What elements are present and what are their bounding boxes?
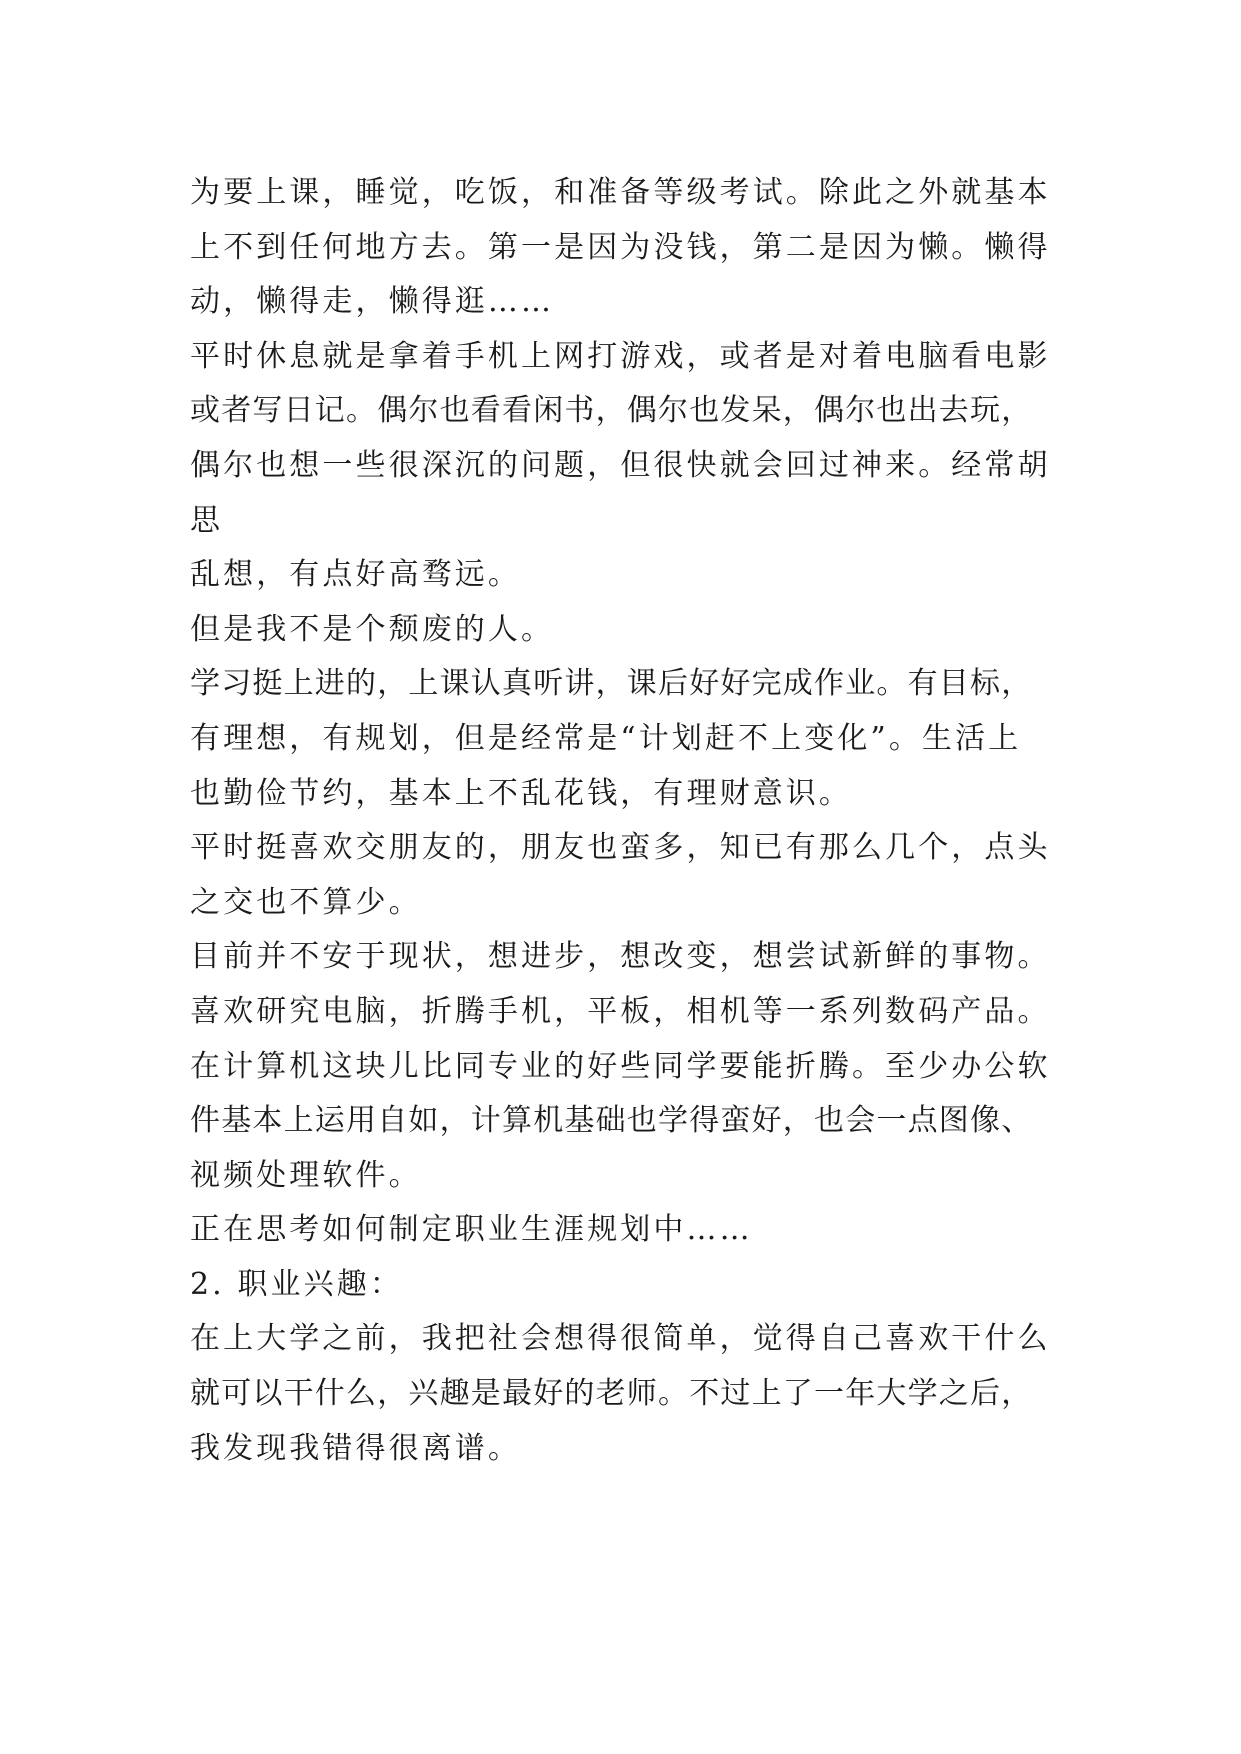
- text-line: 上不到任何地方去。第一是因为没钱，第二是因为懒。懒得: [190, 229, 1051, 265]
- text-line: 就可以干什么，兴趣是最好的老师。不过上了一年大学之后，: [190, 1376, 1033, 1412]
- text-line: 之交也不算少。: [190, 884, 422, 920]
- text-line: 动，懒得走，懒得逛……: [190, 284, 555, 320]
- text-line: 在上大学之前，我把社会想得很简单，觉得自己喜欢干什么: [190, 1321, 1051, 1357]
- section-heading: 2. 职业兴趣：: [190, 1266, 403, 1302]
- text-line: 我发现我错得很离谱。: [190, 1430, 521, 1466]
- text-line: 目前并不安于现状，想进步，想改变，想尝试新鲜的事物。: [190, 939, 1051, 975]
- text-line: 或者写日记。偶尔也看看闲书，偶尔也发呆，偶尔也出去玩，: [190, 393, 1033, 429]
- text-line: 件基本上运用自如，计算机基础也学得蛮好，也会一点图像、: [190, 1103, 1033, 1139]
- text-line: 平时休息就是拿着手机上网打游戏，或者是对着电脑看电影: [190, 338, 1051, 374]
- text-line: 也勤俭节约，基本上不乱花钱，有理财意识。: [190, 775, 852, 811]
- text-line: 但是我不是个颓废的人。: [190, 611, 555, 647]
- text-line: 有理想，有规划，但是经常是“计划赶不上变化”。生活上: [190, 720, 1022, 756]
- text-line: 乱想，有点好高骛远。: [190, 557, 521, 593]
- text-line: 视频处理软件。: [190, 1157, 422, 1193]
- text-line: 在计算机这块儿比同专业的好些同学要能折腾。至少办公软: [190, 1048, 1051, 1084]
- document-body: [190, 166, 1070, 1476]
- text-line: 喜欢研究电脑，折腾手机，平板，相机等一系列数码产品。: [190, 993, 1051, 1029]
- text-line: 平时挺喜欢交朋友的，朋友也蛮多，知已有那么几个，点头: [190, 830, 1051, 866]
- text-line: 学习挺上进的，上课认真听讲，课后好好完成作业。有目标，: [190, 666, 1033, 702]
- text-line: 思: [190, 502, 224, 538]
- text-line: 正在思考如何制定职业生涯规划中……: [190, 1212, 753, 1248]
- text-line: 为要上课，睡觉，吃饭，和准备等级考试。除此之外就基本: [190, 175, 1051, 210]
- text-line: 偶尔也想一些很深沉的问题，但很快就会回过神来。经常胡: [190, 447, 1051, 483]
